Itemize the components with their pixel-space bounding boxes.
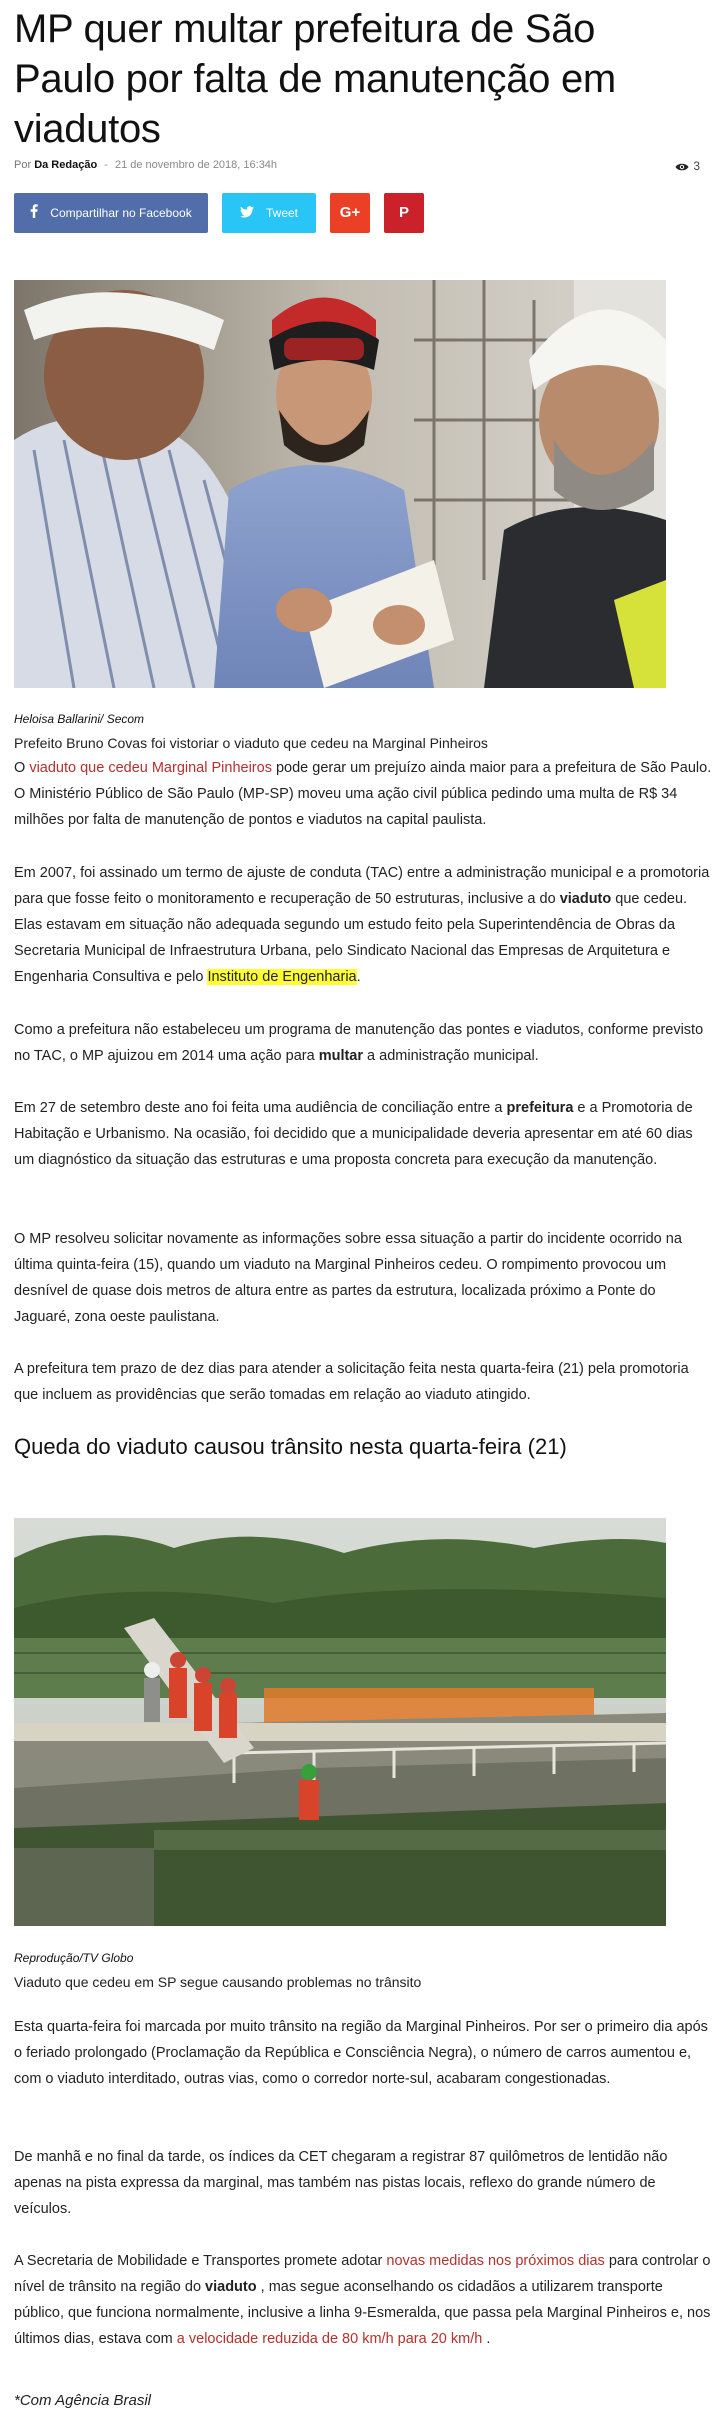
meta-separator: - [104,159,108,171]
viaduct-link[interactable]: viaduto que cedeu Marginal Pinheiros [29,760,272,776]
source-note: *Com Agência Brasil [14,2392,151,2409]
facebook-icon [30,194,38,234]
publish-date: 21 de novembro de 2018, 16:34h [114,159,278,171]
article-title: MP quer multar prefeitura de São Paulo por falta de manutenção em viadutos [14,7,616,151]
view-count-value: 3 [693,159,700,173]
highlighted-text: Instituto de Engenharia [207,969,357,985]
paragraph-2: Em 2007, foi assinado um termo de ajuste de conduta (TAC) entre a administração municipal e a promotoria para que fosse feito o monitoramento e recuperação de 50 estruturas, inclusive a do viaduto que cedeu. Elas estavam em situação não adequada segundo um estudo feito pela Superintendência de Obras da Secretaria Municipal de Infraestrutura Urbana, pelo Sindicato Nacional das Empresas de Arquitetura e Engenharia Consultiva e pelo Instituto de Engenharia. [14,865,710,985]
by-label: Por [14,159,32,171]
photo2-credit: Reprodução/TV Globo [14,1951,134,1965]
pinterest-icon: P [398,204,409,221]
share-pinterest-button[interactable] [384,193,424,233]
paragraph-7: Esta quarta-feira foi marcada por muito trânsito na região da Marginal Pinheiros. Por ser o primeiro dia após o feriado prolongado (Proclamação da República e Consciência Negra), o número de carros aumentou e, com o viaduto interditado, outras vias, como o corredor norte-sul, acabaram congestionadas. [14,2019,708,2087]
share-facebook-label: Compartilhar no Facebook [50,206,192,220]
twitter-icon [240,194,254,234]
google-plus-icon: G+ [339,204,361,221]
view-count [675,159,700,175]
photo2-caption: Viaduto que cedeu em SP segue causando problemas no trânsito [14,1974,422,1990]
paragraph-3: Como a prefeitura não estabeleceu um programa de manutenção das pontes e viadutos, conforme previsto no TAC, o MP ajuizou em 2014 uma ação para multar a administração municipal. [14,1022,704,1064]
photo-credit: Heloisa Ballarini/ Secom [14,712,145,726]
new-measures-link[interactable]: novas medidas nos próximos dias [386,2253,605,2269]
paragraph-5: O MP resolveu solicitar novamente as informações sobre essa situação a partir do incidente ocorrido na última quinta-feira (15), quando um viaduto na Marginal Pinheiros cedeu. O rompimento provocou um desnível de quase dois metros de altura entre as partes da estrutura, localizada próximo a Ponte do Jaguaré, zona oeste paulistana. [14,1231,682,1325]
paragraph-6: A prefeitura tem prazo de dez dias para atender a solicitação feita nesta quarta-feira (21) pela promotoria que incluem as providências que serão tomadas em relação ao viaduto atingido. [14,1361,689,1403]
share-google-button[interactable] [330,193,370,233]
eye-icon [675,161,689,175]
inspection-photo [14,280,666,688]
photo-caption: Prefeito Bruno Covas foi vistoriar o viaduto que cedeu na Marginal Pinheiros [14,735,488,751]
reduced-speed-link[interactable]: a velocidade reduzida de 80 km/h para 20 km/h [176,2331,483,2347]
viaduct-photo [14,1518,666,1926]
paragraph-8: De manhã e no final da tarde, os índices da CET chegaram a registrar 87 quilômetros de lentidão não apenas na pista expressa da marginal, mas também nas pistas locais, reflexo do grande número de veículos. [14,2149,668,2217]
share-bar [14,193,700,233]
section-heading: Queda do viaduto causou trânsito nesta quarta-feira (21) [14,1434,567,1459]
article-meta [14,159,700,175]
paragraph-9: A Secretaria de Mobilidade e Transportes promete adotar novas medidas nos próximos dias para controlar o nível de trânsito na região do viaduto , mas segue aconselhando os cidadãos a utilizarem transporte público, que funciona normalmente, inclusive a linha 9-Esmeralda, que passa pela Marginal Pinheiros e, nos últimos dias, estava com a velocidade reduzida de 80 km/h para 20 km/h . [14,2253,711,2347]
paragraph-1: O viaduto que cedeu Marginal Pinheiros pode gerar um prejuízo ainda maior para a prefeitura de São Paulo. O Ministério Público de São Paulo (MP-SP) moveu uma ação civil pública pedindo uma multa de R$ 34 milhões por falta de manutenção de pontos e viadutos na capital paulista. [14,760,712,828]
share-twitter-button[interactable] [222,193,316,233]
share-facebook-button[interactable] [14,193,208,233]
paragraph-4: Em 27 de setembro deste ano foi feita uma audiência de conciliação entre a prefeitura e a Promotoria de Habitação e Urbanismo. Na ocasião, foi decidido que a municipalidade deveria apresentar em até 60 dias um diagnóstico da situação das estruturas e uma proposta concreta para execução da manutenção. [14,1100,693,1168]
share-twitter-label: Tweet [265,206,298,220]
author-link[interactable]: Da Redação [34,159,98,171]
